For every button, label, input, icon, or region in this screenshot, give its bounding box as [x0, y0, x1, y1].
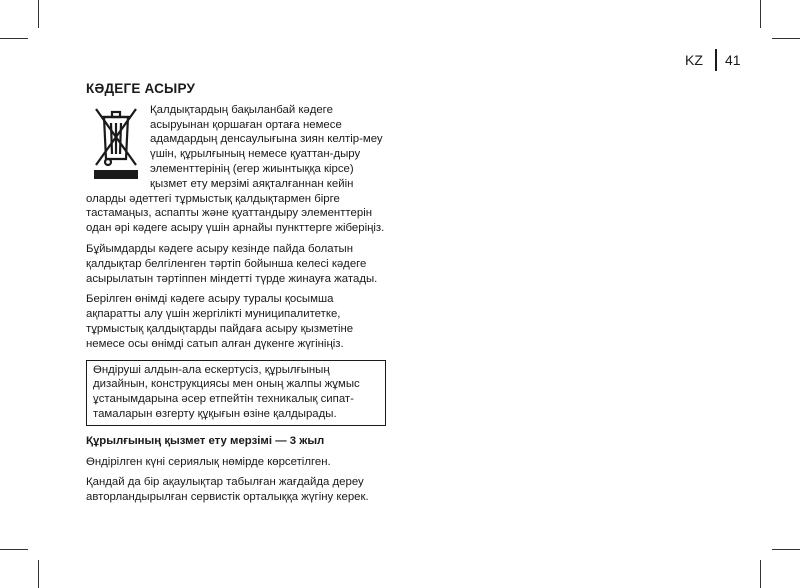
crop-mark [772, 38, 800, 39]
crop-mark [772, 549, 800, 550]
crop-mark [0, 549, 28, 550]
disposal-section [86, 82, 386, 511]
section-title: КӘДЕГЕ АСЫРУ [86, 81, 196, 96]
header-divider [715, 49, 717, 71]
collection-paragraph: Бұйымдарды кәдеге асыру кезінде пайда болатын қалдықтар белгіленген тәртіп бойынша келесі кәдеге асырылатын тәртіппен міндетті түрде жинауға жатады. [86, 242, 378, 285]
info-paragraph: Берілген өнімді кәдеге асыру туралы қосымша ақпаратты алу үшін жергілікті муниципалитетке, тұрмыстық қалдықтарды пайдаға асыру қызметіне немесе осы өнімді сатып алған дүкенге жүгініңіз. [86, 293, 354, 350]
manufacturer-notice-box: Өндіруші алдын-ала ескертусіз, құрылғының дизайнын, конструкциясы мен оның жалпы жұмыс ұстанымдарына әсер етпейтін техникалық сипат-тамаларын өзгерту құқығын өзіне қалдырады. [86, 360, 386, 426]
page-number: 41 [725, 52, 741, 68]
crossed-out-bin-icon [86, 103, 146, 181]
production-date-paragraph: Өндірілген күні сериялық нөмірде көрсетілген. [86, 455, 331, 468]
crop-mark [760, 560, 761, 588]
crop-mark [0, 38, 28, 39]
intro-block [86, 103, 386, 236]
intro-paragraph: Қалдықтардың бақыланбай кәдеге асыруынан қоршаған ортаға немесе адамдардың денсаулығына зиян келтір-меу үшін, құрылғының немесе қуаттан-дыру элементтерінің (егер жиынтыққа кірсе) қызмет ету мерзімі аяқталғаннан кейін оларды әдеттегі тұрмыстық қалдықтармен бірге тастамаңыз, аспапты және қуаттандыру элементтерін одан әрі кәдеге асыру үшін арнайы пункттерге жіберіңіз. [86, 103, 385, 235]
page-header [685, 49, 741, 71]
crop-mark [760, 0, 761, 28]
language-code: KZ [685, 52, 703, 68]
service-life-heading: Құрылғының қызмет ету мерзімі — 3 жыл [86, 434, 325, 447]
service-center-paragraph: Қандай да бір ақаулықтар табылған жағдайда дереу авторландырылған сервистік орталыққа жүгіну керек. [86, 476, 369, 504]
crop-mark [38, 560, 39, 588]
crop-mark [38, 0, 39, 28]
